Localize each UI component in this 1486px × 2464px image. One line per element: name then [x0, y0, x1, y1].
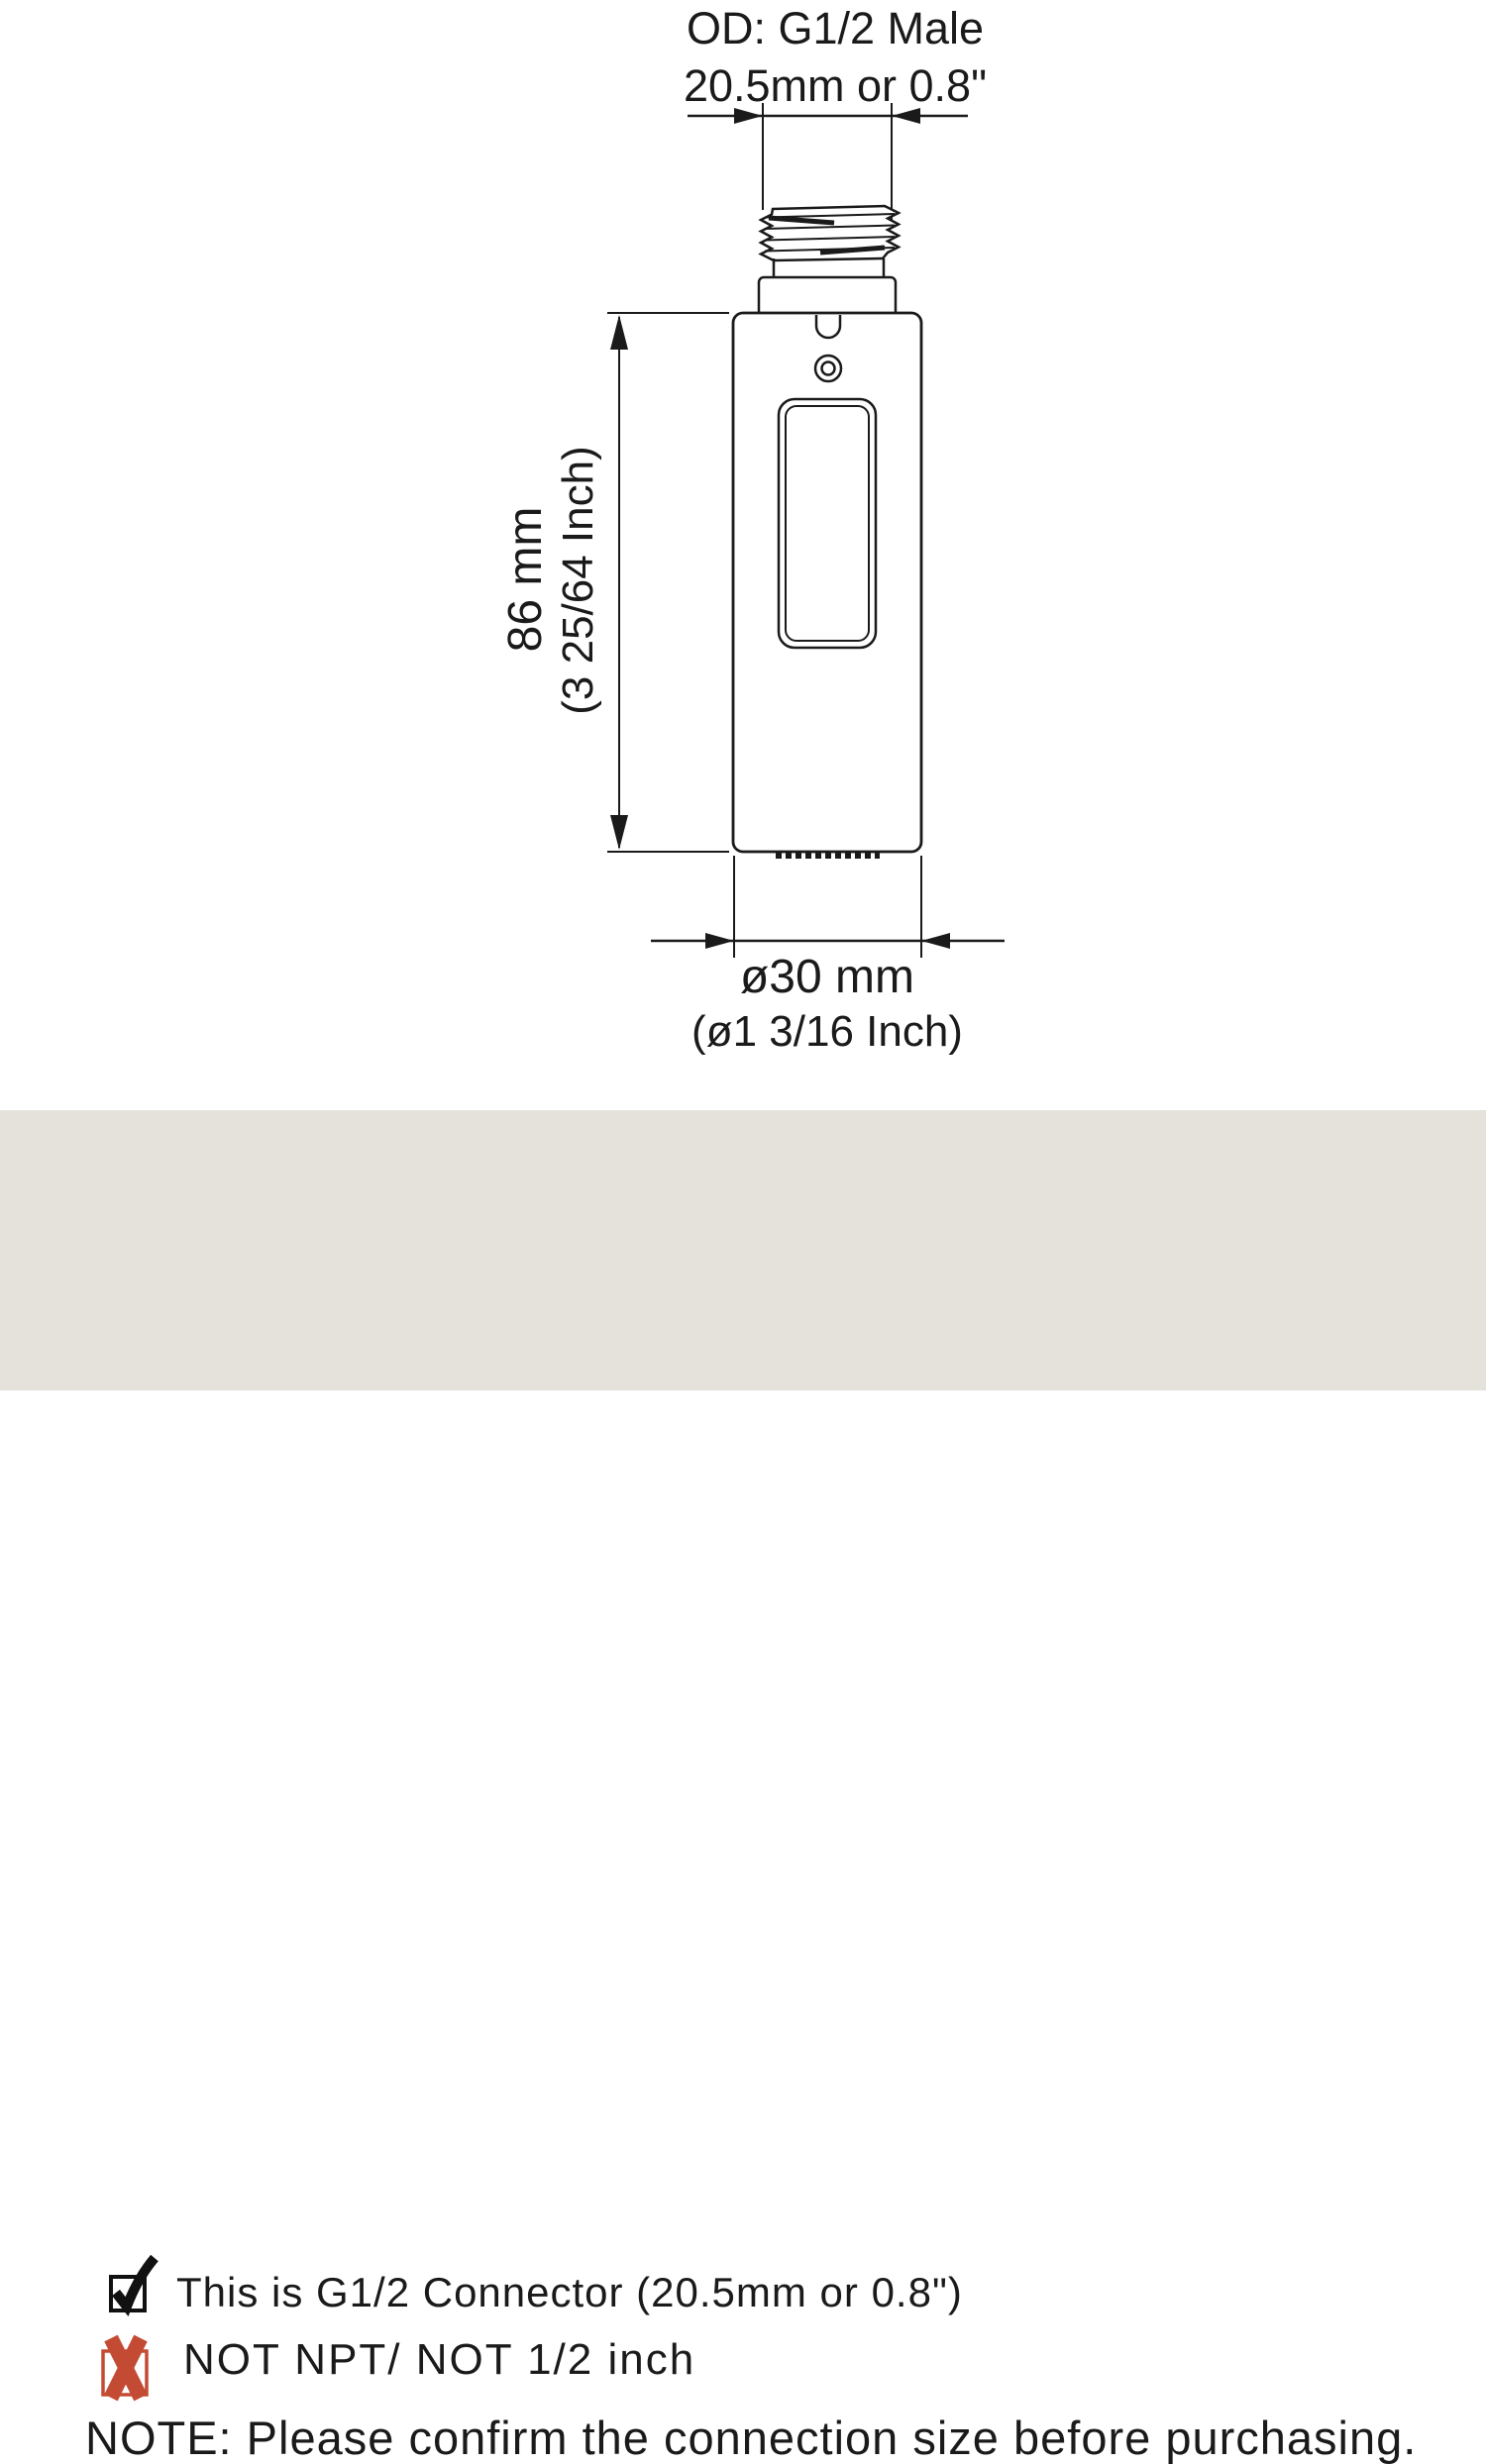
arrow-left-icon: [921, 933, 950, 949]
height-dim-label-mm: 86 mm: [499, 506, 552, 653]
arrow-down-icon: [610, 815, 628, 850]
od-label-line1: OD: G1/2 Male: [686, 3, 985, 53]
technical-drawing: [0, 0, 1486, 1110]
thread-connector: [761, 206, 899, 260]
check-note-text: This is G1/2 Connector (20.5mm or 0.8"): [176, 2269, 963, 2315]
sprayer-body: [733, 313, 921, 852]
diameter-dim-label-mm: ø30 mm: [739, 951, 915, 1003]
checkbox-checked-icon: [106, 2251, 159, 2314]
note-panel: [0, 1110, 1486, 2464]
od-label-line2: 20.5mm or 0.8": [683, 60, 988, 111]
arrow-up-icon: [610, 315, 628, 350]
purchase-note-text: NOTE: Please confirm the connection size before purchasing.: [85, 2412, 1418, 2464]
diameter-dimension: [651, 856, 1005, 958]
height-dim-label-inch: (3 25/64 Inch): [554, 446, 602, 715]
connector-collar: [759, 277, 896, 317]
top-width-dimension: [688, 103, 968, 220]
x-mark-icon: [99, 2330, 153, 2402]
cross-note-text: NOT NPT/ NOT 1/2 inch: [183, 2335, 696, 2384]
diameter-dim-label-inch: (ø1 3/16 Inch): [691, 1007, 963, 1056]
arrow-right-icon: [705, 933, 734, 949]
height-dimension: [607, 313, 729, 852]
connector-neck: [774, 258, 884, 278]
